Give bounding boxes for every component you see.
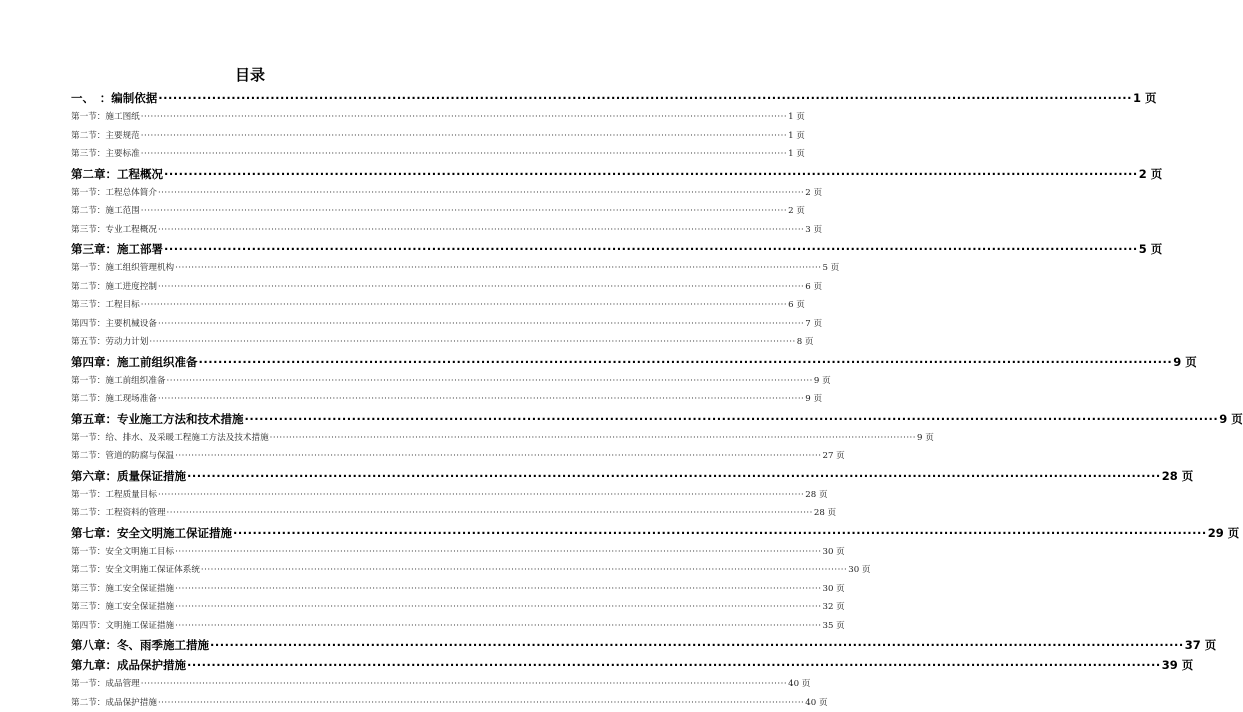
toc-entry[interactable] bbox=[71, 598, 429, 617]
toc-entry-label: 第四章：施工前组织准备 bbox=[71, 352, 198, 372]
dot-leader: ········································································································································································································ bbox=[141, 145, 787, 164]
page-title: 目录 bbox=[0, 66, 500, 84]
dot-leader: ········································································································································································································ bbox=[175, 580, 821, 599]
toc-entry-label: 第一节：施工前组织准备 bbox=[71, 372, 166, 391]
toc-entry-label: 第二节：施工现场准备 bbox=[71, 390, 157, 409]
dot-leader: ········································································································································································································ bbox=[158, 486, 804, 505]
dot-leader: ········································································································································································································ bbox=[164, 239, 1138, 259]
dot-leader: ········································································································································································································ bbox=[167, 372, 813, 391]
toc-entry[interactable] bbox=[71, 333, 429, 352]
dot-leader: ········································································································································································································ bbox=[158, 88, 1132, 108]
toc-entry-label: 第五节：劳动力计划 bbox=[71, 333, 148, 352]
toc-entry-page: 32 页 bbox=[822, 598, 844, 617]
toc-entry-label: 第二节：施工进度控制 bbox=[71, 278, 157, 297]
toc-entry-label: 第三节：施工安全保证措施 bbox=[71, 598, 174, 617]
dot-leader: ········································································································································································································ bbox=[141, 127, 787, 146]
dot-leader: ········································································································································································································ bbox=[187, 466, 1161, 486]
dot-leader: ········································································································································································································ bbox=[141, 108, 787, 127]
toc-entry-page: 1 页 bbox=[1133, 88, 1157, 108]
toc-entry[interactable] bbox=[71, 543, 429, 562]
dot-leader: ········································································································································································································ bbox=[149, 333, 795, 352]
toc-entry[interactable] bbox=[71, 390, 429, 409]
dot-leader: ········································································································································································································ bbox=[175, 598, 821, 617]
toc-entry-page: 28 页 bbox=[814, 504, 836, 523]
dot-leader: ········································································································································································································ bbox=[245, 409, 1219, 429]
toc-entry[interactable] bbox=[71, 617, 429, 636]
dot-leader: ········································································································································································································ bbox=[175, 543, 821, 562]
dot-leader: ········································································································································································································ bbox=[270, 429, 916, 448]
toc-entry-page: 2 页 bbox=[1139, 164, 1163, 184]
toc-entry-page: 6 页 bbox=[805, 278, 822, 297]
toc-entry[interactable] bbox=[71, 447, 429, 466]
toc-entry-label: 第二节：管道的防腐与保温 bbox=[71, 447, 174, 466]
dot-leader: ········································································································································································································ bbox=[175, 447, 821, 466]
toc-entry-page: 1 页 bbox=[788, 127, 805, 146]
toc-entry-label: 第二节：安全文明施工保证体系统 bbox=[71, 561, 200, 580]
toc-entry-page: 40 页 bbox=[788, 675, 810, 694]
table-of-contents bbox=[71, 88, 429, 712]
dot-leader: ········································································································································································································ bbox=[141, 202, 787, 221]
dot-leader: ········································································································································································································ bbox=[199, 352, 1173, 372]
toc-entry-label: 第二节：主要规范 bbox=[71, 127, 140, 146]
toc-entry-label: 第九章：成品保护措施 bbox=[71, 655, 186, 675]
dot-leader: ········································································································································································································ bbox=[210, 635, 1184, 655]
toc-entry[interactable] bbox=[71, 409, 429, 429]
toc-entry[interactable] bbox=[71, 88, 429, 108]
toc-entry-page: 8 页 bbox=[797, 333, 814, 352]
toc-entry[interactable] bbox=[71, 278, 429, 297]
toc-entry[interactable] bbox=[71, 221, 429, 240]
toc-entry[interactable] bbox=[71, 127, 429, 146]
toc-entry-page: 28 页 bbox=[1162, 466, 1194, 486]
toc-entry-label: 第三节：主要标准 bbox=[71, 145, 140, 164]
toc-entry-label: 第二章：工程概况 bbox=[71, 164, 163, 184]
toc-entry-label: 第一节：施工图纸 bbox=[71, 108, 140, 127]
toc-entry[interactable] bbox=[71, 466, 429, 486]
toc-entry-page: 1 页 bbox=[788, 145, 805, 164]
toc-entry[interactable] bbox=[71, 655, 429, 675]
toc-entry-label: 第四节：文明施工保证措施 bbox=[71, 617, 174, 636]
toc-entry-label: 第一节：给、排水、及采暖工程施工方法及技术措施 bbox=[71, 429, 269, 448]
toc-entry-page: 28 页 bbox=[805, 486, 827, 505]
toc-entry[interactable] bbox=[71, 694, 429, 712]
toc-entry[interactable] bbox=[71, 504, 429, 523]
toc-entry-page: 27 页 bbox=[822, 447, 844, 466]
toc-entry-label: 第四节：主要机械设备 bbox=[71, 315, 157, 334]
toc-entry-page: 9 页 bbox=[805, 390, 822, 409]
toc-entry[interactable] bbox=[71, 486, 429, 505]
toc-entry[interactable] bbox=[71, 239, 429, 259]
toc-entry[interactable] bbox=[71, 675, 429, 694]
dot-leader: ········································································································································································································ bbox=[175, 259, 821, 278]
toc-entry-label: 第一节：工程总体简介 bbox=[71, 184, 157, 203]
toc-entry-label: 第二节：工程资料的管理 bbox=[71, 504, 166, 523]
toc-entry-label: 第三节：施工安全保证措施 bbox=[71, 580, 174, 599]
toc-entry-label: 第一节：成品管理 bbox=[71, 675, 140, 694]
toc-entry[interactable] bbox=[71, 145, 429, 164]
toc-entry[interactable] bbox=[71, 296, 429, 315]
toc-entry-page: 6 页 bbox=[788, 296, 805, 315]
dot-leader: ········································································································································································································ bbox=[233, 523, 1207, 543]
dot-leader: ········································································································································································································ bbox=[187, 655, 1161, 675]
dot-leader: ········································································································································································································ bbox=[141, 675, 787, 694]
toc-entry-page: 3 页 bbox=[805, 221, 822, 240]
toc-entry-page: 40 页 bbox=[805, 694, 827, 712]
toc-entry[interactable] bbox=[71, 315, 429, 334]
toc-entry-page: 9 页 bbox=[917, 429, 934, 448]
toc-entry[interactable] bbox=[71, 372, 429, 391]
toc-entry-label: 第八章：冬、雨季施工措施 bbox=[71, 635, 209, 655]
toc-entry-page: 29 页 bbox=[1208, 523, 1240, 543]
toc-entry[interactable] bbox=[71, 108, 429, 127]
dot-leader: ········································································································································································································ bbox=[158, 315, 804, 334]
toc-entry-label: 第三节：专业工程概况 bbox=[71, 221, 157, 240]
toc-entry-page: 7 页 bbox=[805, 315, 822, 334]
toc-entry[interactable] bbox=[71, 523, 429, 543]
toc-entry[interactable] bbox=[71, 635, 429, 655]
dot-leader: ········································································································································································································ bbox=[158, 221, 804, 240]
dot-leader: ········································································································································································································ bbox=[141, 296, 787, 315]
toc-entry[interactable] bbox=[71, 259, 429, 278]
toc-entry[interactable] bbox=[71, 184, 429, 203]
toc-entry-label: 第一节：施工组织管理机构 bbox=[71, 259, 174, 278]
toc-entry-page: 2 页 bbox=[788, 202, 805, 221]
toc-entry-label: 第五章：专业施工方法和技术措施 bbox=[71, 409, 244, 429]
toc-entry-page: 5 页 bbox=[822, 259, 839, 278]
toc-entry-label: 第七章：安全文明施工保证措施 bbox=[71, 523, 232, 543]
toc-entry[interactable] bbox=[71, 164, 429, 184]
toc-entry-page: 9 页 bbox=[814, 372, 831, 391]
toc-entry-label: 第一节：工程质量目标 bbox=[71, 486, 157, 505]
toc-entry-page: 37 页 bbox=[1185, 635, 1217, 655]
toc-entry-page: 2 页 bbox=[805, 184, 822, 203]
toc-entry-page: 35 页 bbox=[822, 617, 844, 636]
toc-entry[interactable] bbox=[71, 429, 429, 448]
dot-leader: ········································································································································································································ bbox=[158, 390, 804, 409]
toc-entry-page: 5 页 bbox=[1139, 239, 1163, 259]
dot-leader: ········································································································································································································ bbox=[175, 617, 821, 636]
toc-entry-label: 第二节：施工范围 bbox=[71, 202, 140, 221]
dot-leader: ········································································································································································································ bbox=[158, 694, 804, 712]
toc-entry-label: 第六章：质量保证措施 bbox=[71, 466, 186, 486]
toc-entry-page: 9 页 bbox=[1173, 352, 1197, 372]
dot-leader: ········································································································································································································ bbox=[158, 278, 804, 297]
dot-leader: ········································································································································································································ bbox=[158, 184, 804, 203]
toc-entry-label: 第三章：施工部署 bbox=[71, 239, 163, 259]
toc-entry-label: 第三节：工程目标 bbox=[71, 296, 140, 315]
toc-entry-label: 第一节：安全文明施工目标 bbox=[71, 543, 174, 562]
toc-entry[interactable] bbox=[71, 580, 429, 599]
toc-entry-page: 30 页 bbox=[848, 561, 870, 580]
dot-leader: ········································································································································································································ bbox=[164, 164, 1138, 184]
dot-leader: ········································································································································································································ bbox=[201, 561, 847, 580]
dot-leader: ········································································································································································································ bbox=[167, 504, 813, 523]
toc-entry[interactable] bbox=[71, 202, 429, 221]
toc-entry-page: 39 页 bbox=[1162, 655, 1194, 675]
toc-entry-page: 30 页 bbox=[822, 580, 844, 599]
toc-entry-label: 第二节：成品保护措施 bbox=[71, 694, 157, 712]
toc-entry-page: 1 页 bbox=[788, 108, 805, 127]
toc-entry-page: 30 页 bbox=[822, 543, 844, 562]
toc-entry[interactable] bbox=[71, 352, 429, 372]
toc-entry-page: 9 页 bbox=[1219, 409, 1243, 429]
toc-entry[interactable] bbox=[71, 561, 429, 580]
toc-entry-label: 一、 ：编制依据 bbox=[71, 88, 157, 108]
